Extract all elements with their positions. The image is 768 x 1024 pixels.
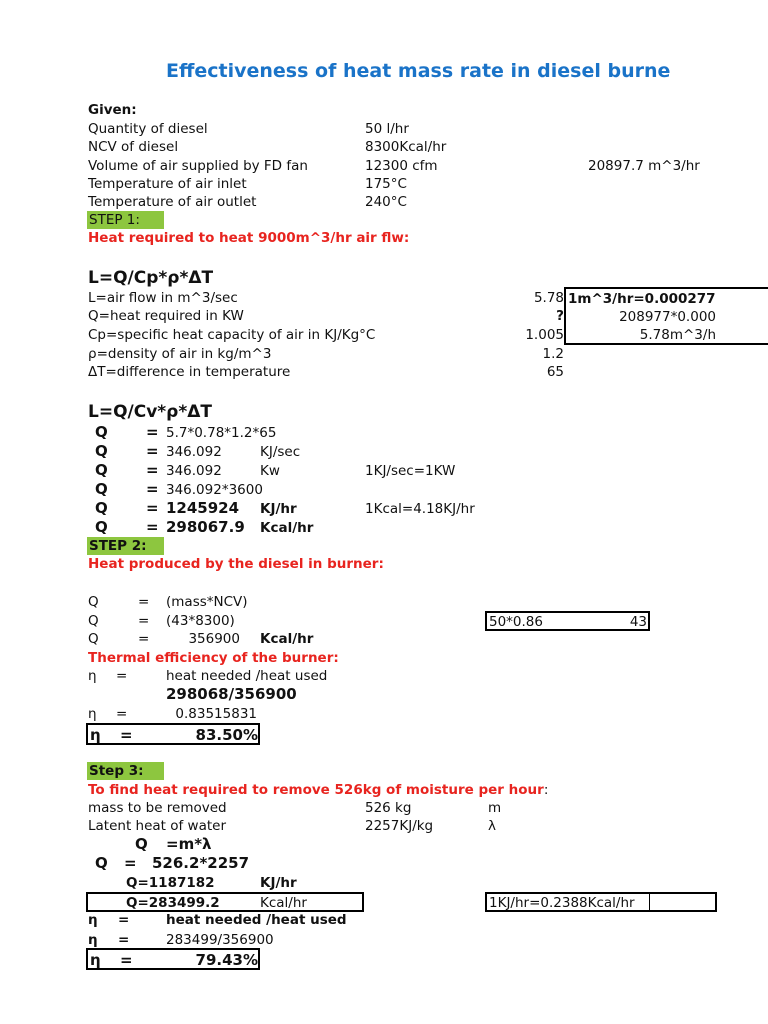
step2-eq: = [138, 594, 150, 610]
calc-value: 298067.9 [166, 518, 245, 536]
step3-q-kcal-unit: Kcal/hr [260, 895, 307, 911]
given-air-volume-label: Volume of air supplied by FD fan [88, 158, 308, 174]
kj-kcal-conversion-box [485, 892, 717, 912]
step2-q: Q [88, 613, 99, 629]
calc-unit: KJ/sec [260, 444, 301, 460]
calc-eq: = [146, 499, 159, 517]
cell-divider [649, 894, 650, 910]
eta-eq: = [120, 951, 133, 969]
def-airflow-value: 5.78 [533, 290, 564, 306]
calc-q: Q [95, 480, 108, 498]
calc-unit: KJ/hr [260, 501, 297, 517]
mass-removed-label: mass to be removed [88, 800, 227, 816]
airflow-conversion-box [564, 287, 768, 345]
lambda-symbol: λ [488, 818, 496, 834]
step3-kcal-box [86, 892, 364, 912]
step2-unit: Kcal/hr [260, 631, 314, 647]
calc-note: 1KJ/sec=1KW [365, 463, 456, 479]
eta-ratio: 283499/356900 [166, 932, 274, 948]
def-delta-t-value: 65 [546, 364, 564, 380]
given-inlet-temp-value: 175°C [365, 176, 407, 192]
step3-q-kj-unit: KJ/hr [260, 875, 297, 891]
step2-eq: = [138, 613, 150, 629]
step2-value: (mass*NCV) [166, 594, 248, 610]
conv-line-3: 5.78m^3/h [639, 327, 716, 343]
step2-q: Q [88, 631, 99, 647]
efficiency-heading: Thermal efficiency of the burner: [88, 650, 339, 666]
mass-removed-value: 526 kg [365, 800, 412, 816]
step3-heading-line [88, 782, 548, 798]
step3-label: Step 3: [89, 763, 144, 779]
calc-q: Q [95, 461, 108, 479]
calc-q: Q [95, 499, 108, 517]
def-airflow-label: L=air flow in m^3/sec [88, 290, 238, 306]
calc-q: Q [95, 423, 108, 441]
diesel-mass-box [485, 611, 650, 631]
step2-label: STEP 2: [89, 538, 147, 554]
given-diesel-qty-value: 50 l/hr [365, 121, 409, 137]
given-outlet-temp-value: 240°C [365, 194, 407, 210]
step3-calc-q: Q [95, 854, 108, 872]
eta-eq: = [118, 912, 130, 928]
eta-eq: = [118, 932, 130, 948]
def-heat-value: ? [556, 308, 564, 324]
step3-heading-colon: : [543, 782, 549, 798]
step1-heading: Heat required to heat 9000m^3/hr air flw: [88, 230, 410, 246]
def-density-value: 1.2 [542, 346, 564, 362]
page-title: Effectiveness of heat mass rate in diesel burne [166, 60, 671, 82]
given-diesel-qty-label: Quantity of diesel [88, 121, 208, 137]
step3-calc-value: 526.2*2257 [152, 854, 250, 872]
def-delta-t-label: ΔT=difference in temperature [88, 364, 291, 380]
calc-value: 1245924 [166, 499, 240, 517]
efficiency-result-box [86, 723, 260, 745]
given-air-volume-converted: 20897.7 m^3/hr [588, 158, 700, 174]
calc-q: Q [95, 442, 108, 460]
eta-symbol: η [88, 706, 97, 722]
calc-eq: = [146, 423, 159, 441]
efficiency-ratio: 298068/356900 [166, 685, 297, 703]
conv-line-2: 208977*0.000 [619, 309, 716, 325]
step3-efficiency-box [86, 948, 260, 970]
step1-formula-cp: L=Q/Cp*ρ*ΔT [88, 268, 214, 288]
calc-value: 346.092 [166, 444, 222, 460]
calc-value: 5.7*0.78*1.2*65 [166, 425, 277, 441]
calc-value: 346.092*3600 [166, 482, 263, 498]
latent-heat-label: Latent heat of water [88, 818, 227, 834]
step3-formula-rhs: =m*λ [166, 835, 212, 853]
efficiency-percent: 83.50% [195, 726, 258, 744]
eta-definition: heat needed /heat used [166, 668, 328, 684]
given-ncv-value: 8300Kcal/hr [365, 139, 447, 155]
def-heat-label: Q=heat required in KW [88, 308, 244, 324]
eta-symbol: η [88, 668, 97, 684]
eta-eq: = [120, 726, 133, 744]
given-outlet-temp-label: Temperature of air outlet [88, 194, 257, 210]
eta-symbol: η [88, 932, 98, 948]
step2-eq: = [138, 631, 150, 647]
def-cp-value: 1.005 [525, 327, 564, 343]
given-ncv-label: NCV of diesel [88, 139, 179, 155]
calc-note: 1Kcal=4.18KJ/hr [365, 501, 475, 517]
eta-eq: = [116, 706, 128, 722]
eta-symbol: η [90, 726, 101, 744]
diesel-mass-expr: 50*0.86 [489, 614, 543, 630]
given-header: Given: [88, 102, 137, 118]
latent-heat-value: 2257KJ/kg [365, 818, 434, 834]
calc-unit: Kw [260, 463, 280, 479]
calc-unit: Kcal/hr [260, 520, 314, 536]
calc-eq: = [146, 461, 159, 479]
eta-decimal: 0.83515831 [175, 706, 257, 722]
mass-symbol: m [488, 800, 502, 816]
conv-line-1: 1m^3/hr=0.000277 [568, 291, 716, 307]
step2-value: (43*8300) [166, 613, 235, 629]
calc-eq: = [146, 480, 159, 498]
def-cp-label: Cp=specific heat capacity of air in KJ/Kg°C [88, 327, 376, 343]
step2-value: 356900 [188, 631, 240, 647]
diesel-mass-result: 43 [629, 614, 647, 630]
given-inlet-temp-label: Temperature of air inlet [88, 176, 247, 192]
step3-formula-q: Q [135, 835, 148, 853]
step2-heading: Heat produced by the diesel in burner: [88, 556, 384, 572]
step3-calc-eq: = [124, 854, 137, 872]
calc-value: 346.092 [166, 463, 222, 479]
step3-q-kcal: Q=283499.2 [126, 895, 220, 911]
kj-kcal-conversion: 1KJ/hr=0.2388Kcal/hr [489, 895, 635, 911]
eta-symbol: η [88, 912, 98, 928]
step1-label: STEP 1: [89, 212, 140, 228]
given-air-volume-value: 12300 cfm [365, 158, 438, 174]
step2-q: Q [88, 594, 99, 610]
eta-eq: = [116, 668, 128, 684]
step3-heading: To find heat required to remove 526kg of moisture per hour [88, 782, 544, 798]
calc-eq: = [146, 442, 159, 460]
step1-formula-cv: L=Q/Cv*ρ*ΔT [88, 402, 212, 422]
calc-eq: = [146, 518, 159, 536]
calc-q: Q [95, 518, 108, 536]
def-density-label: ρ=density of air in kg/m^3 [88, 346, 272, 362]
step3-q-kj: Q=1187182 [126, 875, 215, 891]
eta-definition: heat needed /heat used [166, 912, 347, 928]
eta-symbol: η [90, 951, 101, 969]
step3-efficiency-percent: 79.43% [195, 951, 258, 969]
